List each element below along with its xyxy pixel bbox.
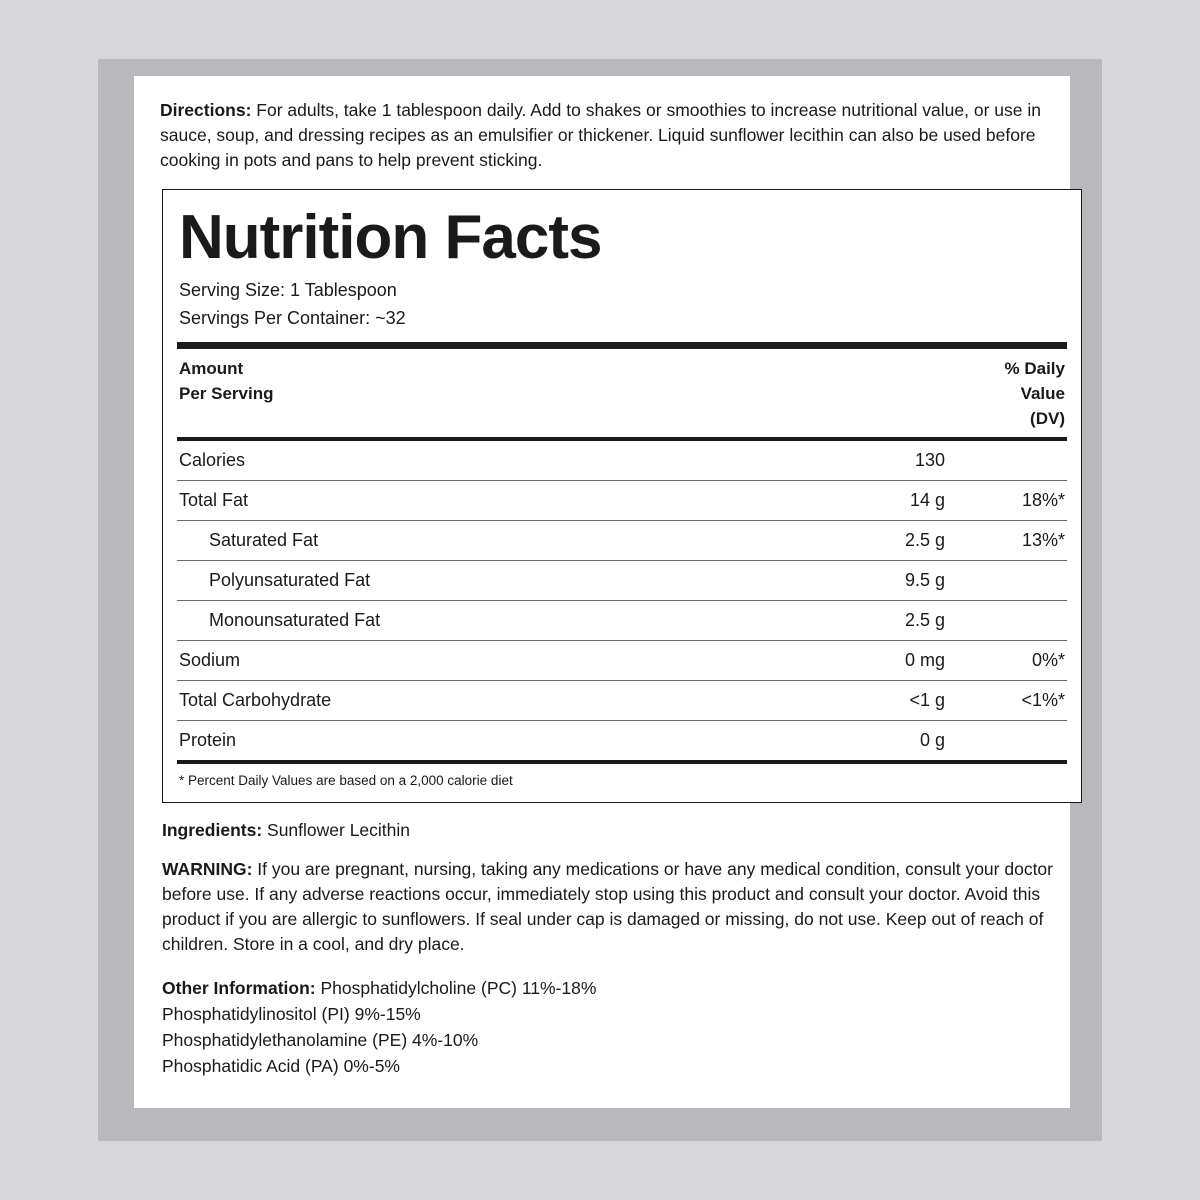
nutrient-daily-value (947, 561, 1067, 601)
table-row (177, 681, 1067, 721)
other-information-label: Other Information: (162, 978, 316, 998)
nutrient-amount: 2.5 g (767, 601, 947, 641)
warning-label: WARNING: (162, 859, 253, 879)
nutrition-facts-title: Nutrition Facts (179, 203, 602, 272)
other-information-line: Phosphatidylcholine (PC) 11%-18% (315, 978, 597, 998)
nutrient-amount: 130 (767, 441, 947, 481)
daily-value-header (1005, 356, 1065, 431)
daily-value-footnote: * Percent Daily Values are based on a 2,000 calorie diet (179, 773, 513, 788)
divider-thick-top (177, 342, 1067, 349)
nutrient-daily-value (947, 721, 1067, 761)
directions-label: Directions: (160, 100, 252, 120)
amount-per-serving-header (179, 356, 274, 431)
nutrient-name: Total Carbohydrate (177, 681, 767, 721)
nutrient-daily-value (947, 601, 1067, 641)
other-information-paragraph (162, 975, 1048, 1079)
serving-size: Serving Size: 1 Tablespoon (179, 280, 397, 300)
nutrient-daily-value: 13%* (947, 521, 1067, 561)
table-row (177, 441, 1067, 481)
nutrient-name: Monounsaturated Fat (177, 601, 767, 641)
nutrient-name: Total Fat (177, 481, 767, 521)
nutrient-daily-value (947, 441, 1067, 481)
nutrient-amount: 0 g (919, 730, 945, 750)
other-information-line: Phosphatidylethanolamine (PE) 4%-10% (162, 1030, 479, 1050)
nutrition-table-body (177, 441, 1067, 760)
nutrient-daily-value: 0%* (947, 641, 1067, 681)
nutrient-name: Calories (177, 441, 767, 481)
amount-header-line2: Per Serving (179, 384, 274, 403)
nutrition-facts-panel (162, 189, 1082, 803)
label-card (134, 76, 1070, 1108)
dv-header-line2: Value (1020, 384, 1065, 403)
warning-text: If you are pregnant, nursing, taking any medications or have any medical condition, consult your doctor before use. If any adverse reactions occur, immediately stop using this product and consult your doctor. Avoid this product if you are allergic to sunflowers. If seal under cap is damaged or missing, do not use. Keep out of reach of children. Store in a cool, and dry place. (162, 859, 1053, 954)
dv-header-line1: % Daily (1004, 359, 1065, 378)
nutrition-table (177, 441, 1067, 760)
table-row (177, 561, 1067, 601)
nutrient-amount: 9.5 g (767, 561, 947, 601)
ingredients-paragraph (162, 817, 1048, 843)
nutrient-name: Sodium (177, 641, 767, 681)
nutrient-name: Protein (179, 730, 237, 750)
table-row (177, 601, 1067, 641)
nutrient-amount: <1 g (767, 681, 947, 721)
nutrient-name: Saturated Fat (177, 521, 767, 561)
ingredients-label: Ingredients: (162, 820, 263, 840)
table-row (177, 481, 1067, 521)
nutrient-name: Polyunsaturated Fat (177, 561, 767, 601)
other-information-line: Phosphatidic Acid (PA) 0%-5% (162, 1056, 400, 1076)
column-headers (177, 349, 1067, 437)
table-row (177, 521, 1067, 561)
table-row (177, 721, 1067, 761)
table-row (177, 641, 1067, 681)
dv-header-line3: (DV) (1030, 409, 1065, 428)
nutrient-amount: 0 mg (767, 641, 947, 681)
nutrient-amount: 14 g (767, 481, 947, 521)
amount-header-line1: Amount (179, 359, 244, 378)
divider-bottom (177, 760, 1067, 764)
servings-per-container: Servings Per Container: ~32 (179, 308, 406, 328)
nutrient-daily-value: <1%* (947, 681, 1067, 721)
directions-text: For adults, take 1 tablespoon daily. Add to shakes or smoothies to increase nutritional value, or use in sauce, soup, and dressing recipes as an emulsifier or thickener. Liquid sunflower lecithin can also be used before cooking in pots and pans to help prevent sticking. (160, 100, 1041, 170)
directions-paragraph (160, 98, 1070, 173)
nutrient-amount: 2.5 g (767, 521, 947, 561)
ingredients-text: Sunflower Lecithin (262, 820, 411, 840)
nutrient-daily-value: 18%* (947, 481, 1067, 521)
other-information-line: Phosphatidylinositol (PI) 9%-15% (162, 1004, 421, 1024)
warning-paragraph (162, 857, 1074, 957)
